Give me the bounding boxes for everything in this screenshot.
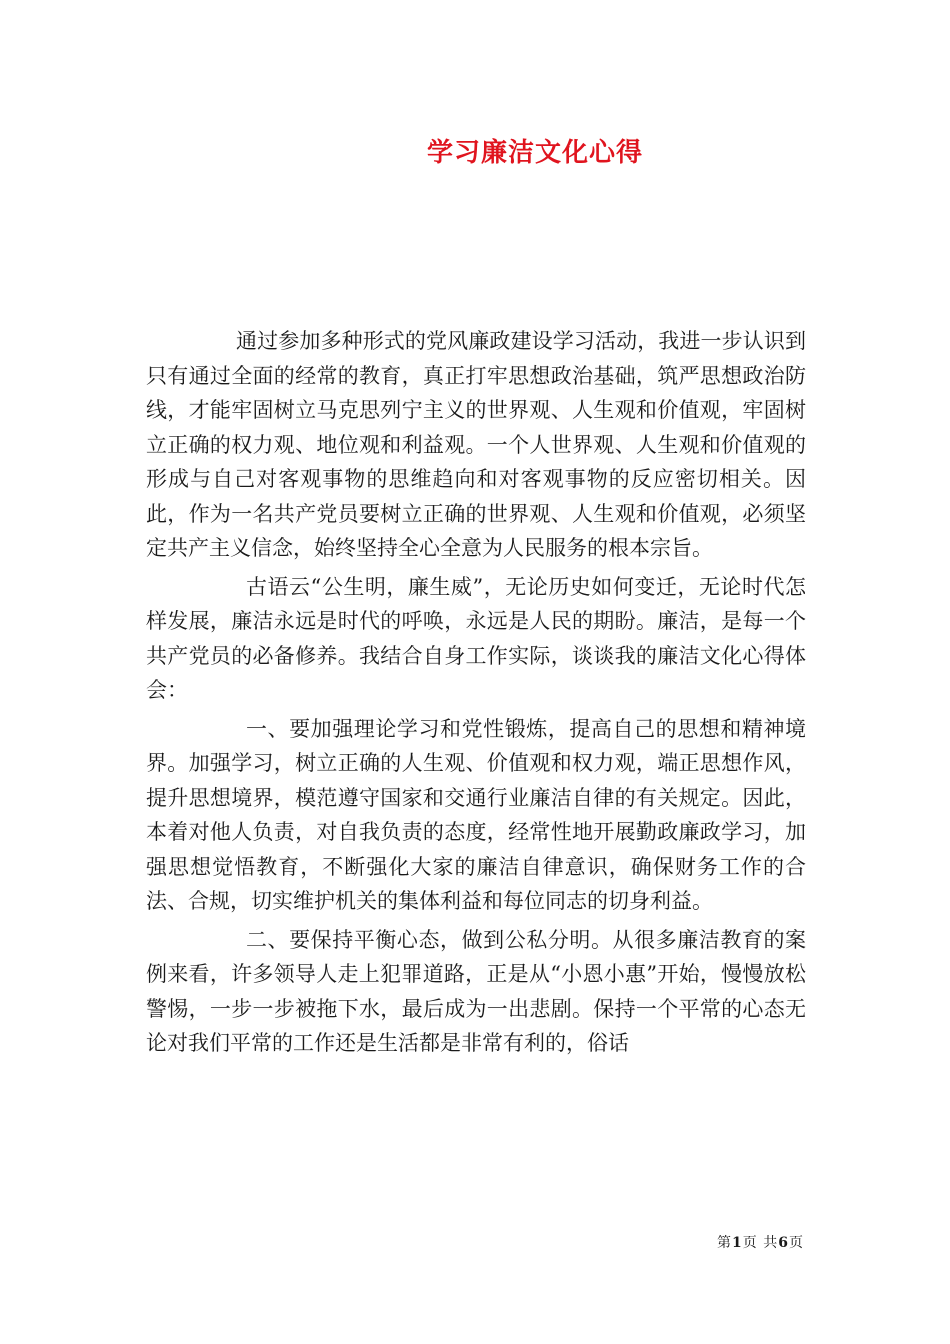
footer-middle: 页 共 xyxy=(742,1235,779,1251)
footer-current-page: 1 xyxy=(732,1235,743,1251)
paragraph-4: 二、要保持平衡心态，做到公私分明。从很多廉洁教育的案例来看，许多领导人走上犯罪道路，正是从“小恩小惠”开始，慢慢放松警惕，一步一步被拖下水，最后成为一出悲剧。保持一个平常的心态无论对我们平常的工作还是生活都是非常有利的，俗话 xyxy=(146,927,806,1055)
footer-total-pages: 6 xyxy=(778,1235,789,1251)
paragraph-3: 一、要加强理论学习和党性锻炼，提高自己的思想和精神境界。加强学习，树立正确的人生观、价值观和权力观，端正思想作风，提升思想境界，模范遵守国家和交通行业廉洁自律的有关规定。因此，本着对他人负责，对自我负责的态度，经常性地开展勤政廉政学习，加强思想觉悟教育，不断强化大家的廉洁自律意识，确保财务工作的合法、合规，切实维护机关的集体利益和每位同志的切身利益。 xyxy=(146,716,806,913)
document-title: 学习廉洁文化心得 xyxy=(426,138,643,168)
footer-suffix: 页 xyxy=(789,1235,804,1251)
footer-prefix: 第 xyxy=(717,1235,733,1251)
paragraph-1: 通过参加多种形式的党风廉政建设学习活动，我进一步认识到只有通过全面的经常的教育，真正打牢思想政治基础，筑严思想政治防线，才能牢固树立马克思列宁主义的世界观、人生观和价值观，牢固树立正确的权力观、地位观和利益观。一个人世界观、人生观和价值观的形成与自己对客观事物的思维趋向和对客观事物的反应密切相关。因此，作为一名共产党员要树立正确的世界观、人生观和价值观，必须坚定共产主义信念，始终坚持全心全意为人民服务的根本宗旨。 xyxy=(146,329,806,560)
page-number-footer xyxy=(717,1232,804,1252)
paragraph-2: 古语云“公生明，廉生威”，无论历史如何变迁，无论时代怎样发展，廉洁永远是时代的呼唤，永远是人民的期盼。廉洁，是每一个共产党员的必备修养。我结合自身工作实际，谈谈我的廉洁文化心得体会： xyxy=(146,574,806,702)
document-body xyxy=(146,324,806,1065)
